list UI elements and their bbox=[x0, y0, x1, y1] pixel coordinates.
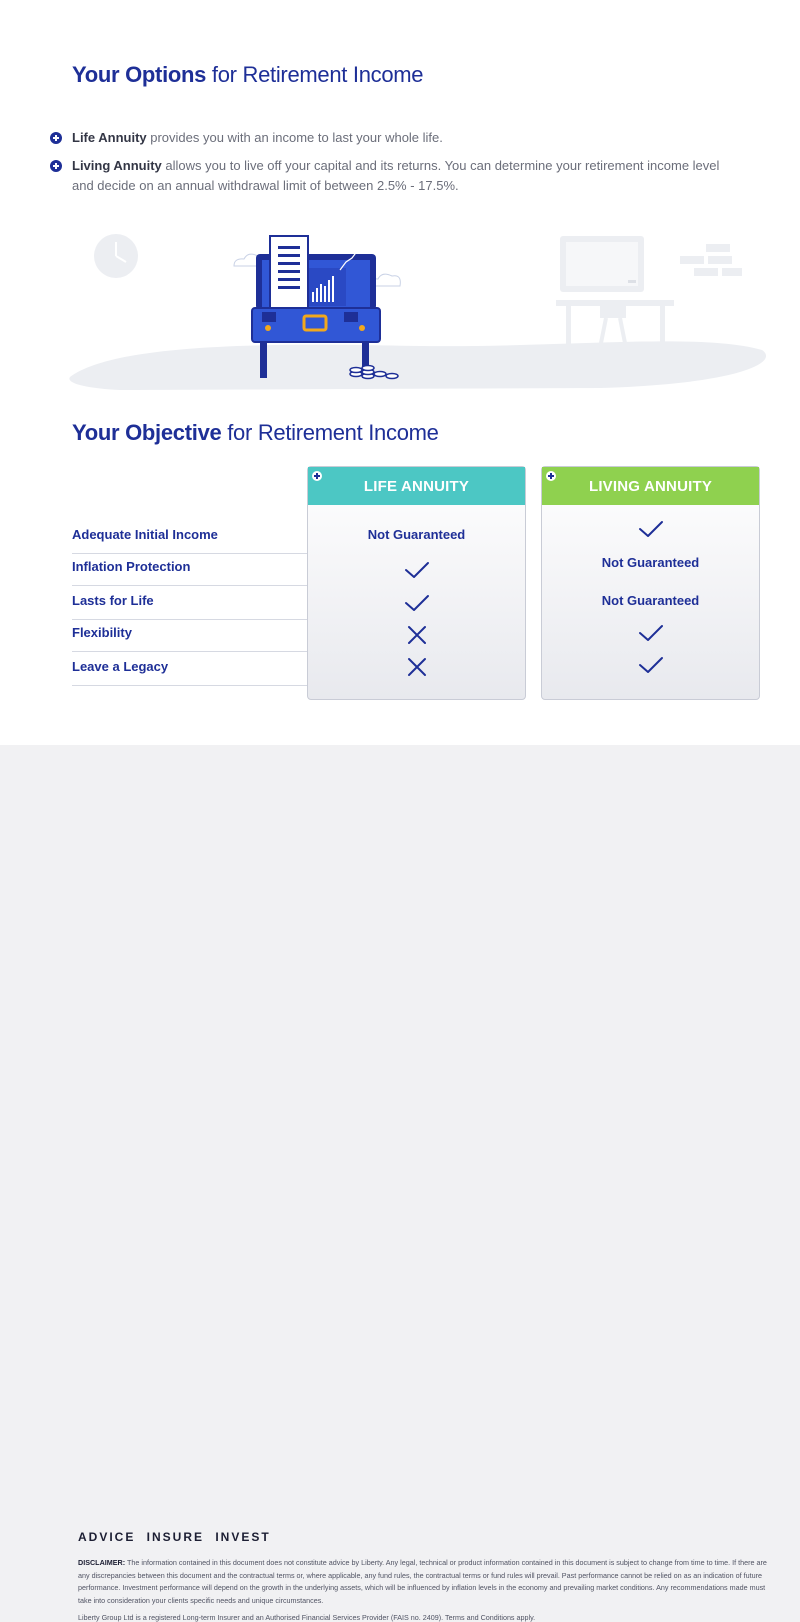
cell-text: Not Guaranteed bbox=[367, 527, 466, 542]
cell-text: Not Guaranteed bbox=[601, 555, 700, 570]
checkmark-icon bbox=[637, 518, 665, 540]
main-content bbox=[0, 0, 800, 745]
tagline: ADVICE INSURE INVEST bbox=[78, 1530, 271, 1544]
life-annuity-column bbox=[307, 466, 526, 700]
list-item: Living Annuity allows you to live off your capital and its returns. You can determine your retirement income level and decide on an annual withdrawal limit of between 2.5% - 17.5%. bbox=[50, 156, 740, 196]
cross-icon bbox=[403, 656, 431, 678]
row-label: Flexibility bbox=[72, 618, 307, 652]
cell-text: Not Guaranteed bbox=[601, 593, 700, 608]
retirement-illustration bbox=[0, 222, 800, 397]
row-label: Adequate Initial Income bbox=[72, 520, 307, 554]
plus-circle-icon bbox=[312, 471, 322, 481]
checkmark-icon bbox=[403, 592, 431, 614]
plus-circle-icon bbox=[50, 160, 62, 172]
plus-circle-icon bbox=[546, 471, 556, 481]
options-list bbox=[50, 128, 740, 204]
plus-circle-icon bbox=[50, 132, 62, 144]
whiteboard-icon bbox=[560, 236, 644, 292]
column-header: LIFE ANNUITY bbox=[308, 467, 525, 505]
objective-heading: Your Objective for Retirement Income bbox=[72, 420, 439, 445]
clock-icon bbox=[94, 234, 138, 278]
cross-icon bbox=[403, 624, 431, 646]
living-annuity-column bbox=[541, 466, 760, 700]
list-item: Life Annuity provides you with an income to last your whole life. bbox=[50, 128, 740, 148]
row-label: Lasts for Life bbox=[72, 586, 307, 620]
checkmark-icon bbox=[637, 654, 665, 676]
checkmark-icon bbox=[637, 622, 665, 644]
disclaimer: DISCLAIMER: The information contained in this document does not constitute advice by Liberty. Any legal, technical or product information contained in this document is subject to change from time to time. If there are any discrepancies between this document and the contractual terms or, where applicable, any fund rules, the contractual terms or fund rules will prevail. Past performance cannot be relied on as an indication of future performance. Investment performance will depend on the growth in the underlying assets, which will be influenced by inflation levels in the economy and prevailing market conditions. Any recommendations made must take into consideration your clients specific needs and unique circumstances. bbox=[78, 1558, 767, 1605]
company-statement: Liberty Group Ltd is a registered Long-term Insurer and an Authorised Financial Services Provider (FAIS no. 2409). Terms and Conditions apply. bbox=[78, 1613, 536, 1622]
row-label: Leave a Legacy bbox=[72, 652, 307, 686]
bricks-icon bbox=[680, 244, 742, 276]
footer bbox=[0, 745, 800, 1622]
checkmark-icon bbox=[403, 559, 431, 581]
options-heading: Your Options for Retirement Income bbox=[72, 62, 424, 87]
column-header: LIVING ANNUITY bbox=[542, 467, 759, 505]
row-label: Inflation Protection bbox=[72, 552, 307, 586]
